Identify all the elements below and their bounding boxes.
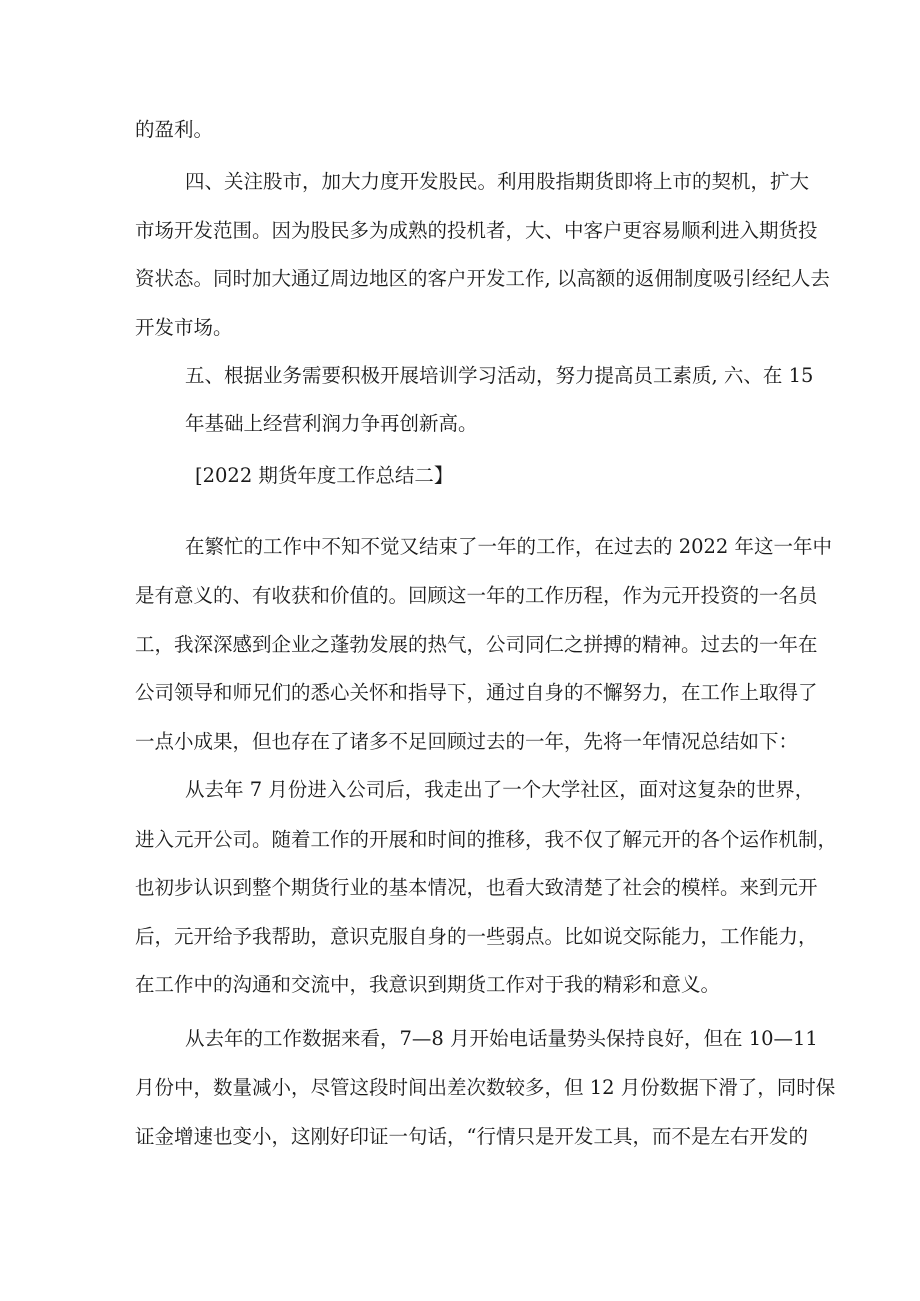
text-line-18: 在工作中的沟通和交流中，我意识到期货工作对于我的精彩和意义。 bbox=[135, 973, 721, 996]
text-line-11: 工，我深深感到企业之蓬勃发展的热气，公司同仁之拼搏的精神。过去的一年在 bbox=[135, 633, 818, 656]
text-line-16: 也初步认识到整个期货行业的基本情况，也看大致清楚了社会的模样。来到元开 bbox=[135, 876, 818, 899]
text-line-6: 五、根据业务需要积极开展培训学习活动，努力提高员工素质, 六、在 15 bbox=[185, 364, 814, 387]
text-line-12: 公司领导和师兄们的悉心关怀和指导下，通过自身的不懈努力，在工作上取得了 bbox=[135, 681, 818, 704]
text-line-5: 开发市场。 bbox=[135, 316, 233, 339]
text-line-21: 证金增速也变小，这刚好印证一句话，“行情只是开发工具，而不是左右开发的 bbox=[135, 1125, 808, 1148]
text-line-1: 的盈利。 bbox=[135, 118, 214, 141]
text-line-19: 从去年的工作数据来看，7—8 月开始电话量势头保持良好，但在 10—11 bbox=[185, 1027, 818, 1050]
text-line-3: 市场开发范围。因为股民多为成熟的投机者，大、中客户更容易顺利进入期货投 bbox=[135, 219, 818, 242]
text-line-17: 后，元开给予我帮助，意识克服自身的一些弱点。比如说交际能力，工作能力， bbox=[135, 925, 818, 948]
text-line-20: 月份中，数量减小，尽管这段时间出差次数较多，但 12 月份数据下滑了，同时保 bbox=[135, 1076, 836, 1099]
text-line-13: 一点小成果，但也存在了诸多不足回顾过去的一年，先将一年情况总结如下： bbox=[135, 730, 799, 753]
text-line-14: 从去年 7 月份进入公司后，我走出了一个大学社区，面对这复杂的世界， bbox=[185, 778, 815, 801]
text-line-15: 进入元开公司。随着工作的开展和时间的推移，我不仅了解元开的各个运作机制， bbox=[135, 828, 838, 851]
section-heading: [2022 期货年度工作总结二】 bbox=[195, 464, 454, 487]
text-line-9: 在繁忙的工作中不知不觉又结束了一年的工作，在过去的 2022 年这一年中 bbox=[185, 535, 833, 558]
text-line-2: 四、关注股市，加大力度开发股民。利用股指期货即将上市的契机，扩大 bbox=[185, 170, 810, 193]
text-line-4: 资状态。同时加大通辽周边地区的客户开发工作, 以高额的返佣制度吸引经纪人去 bbox=[135, 267, 830, 290]
text-line-7: 年基础上经营利润力争再创新高。 bbox=[185, 412, 478, 435]
text-line-10: 是有意义的、有收获和价值的。回顾这一年的工作历程，作为元开投资的一名员 bbox=[135, 584, 818, 607]
